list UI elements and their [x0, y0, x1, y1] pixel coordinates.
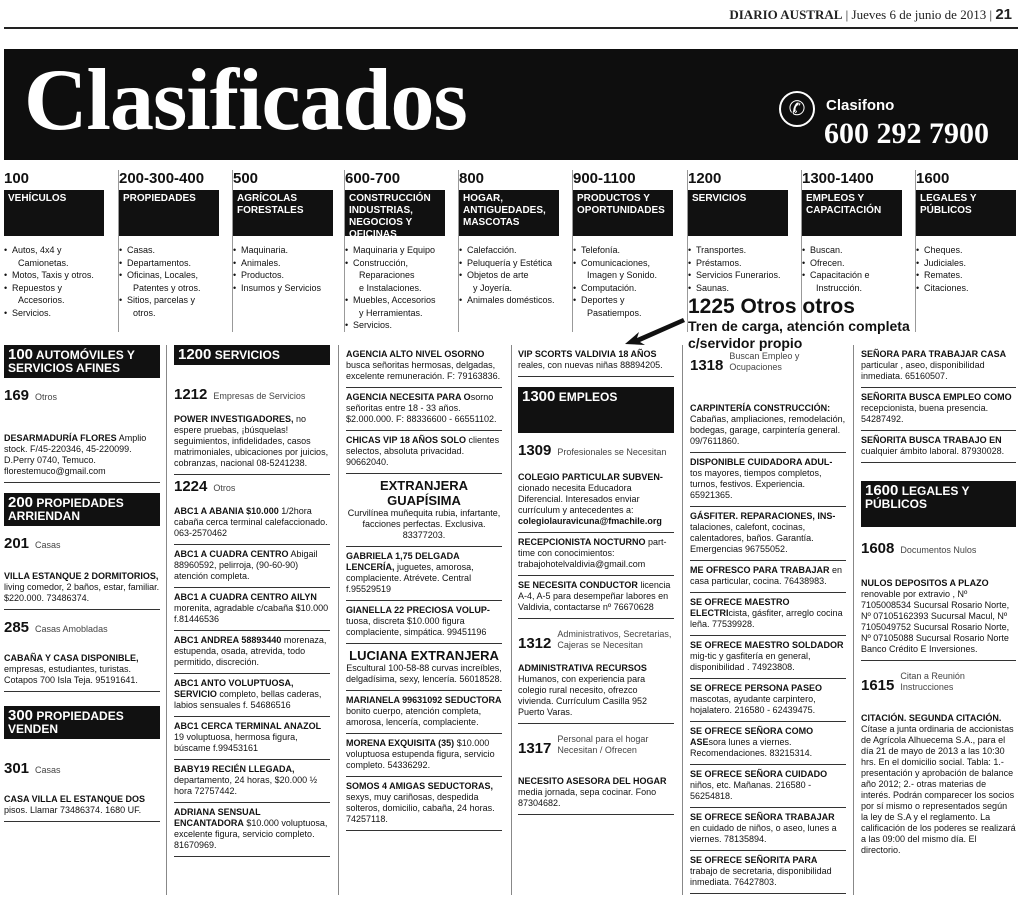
classified-ad: CITACIÓN. SEGUNDA CITACIÓN. Cítase a junta ordinaria de accionistas de Agrícola Alhuecema S.A., para el día 21 de mayo de 2013 a las 10:30 hrs. En el domicilio social. Tabla: 1.- presentación y aprobación de balance año 2012; 2.- otras materias de interés. Podrán comparecer los socios por sí mismo o representados según la ley de S.A y el reglamento. La calificación de los poderes se realizará a las 09:00 del mismo día. El directorio. — [861, 713, 1016, 855]
category-item: • Maquinaria y Equipo — [345, 244, 454, 257]
subsection-header: 1309 Profesionales se Necesitan — [518, 442, 667, 459]
column-rule — [853, 345, 854, 895]
page-number: 21 — [995, 6, 1012, 23]
classified-ad: SE OFRECE SEÑORA COMO ASEsora lunes a viernes. Recomendaciones. 83215314. — [690, 722, 846, 765]
section-header: 300 PROPIEDADES VENDEN — [4, 706, 160, 739]
column-rule — [338, 345, 339, 895]
category-number: 1200 — [688, 170, 722, 187]
column-rule — [511, 345, 512, 895]
banner — [4, 49, 1018, 160]
paper-name: DIARIO AUSTRAL — [729, 7, 843, 22]
category-item: • Deportes y — [573, 294, 682, 307]
category-100 — [4, 170, 114, 332]
classified-ad: ADMINISTRATIVA RECURSOS Humanos, con experiencia para colegio rural necesito, ofrezco vivienda. Currículum Casilla 952 Puerto Varas. — [518, 659, 674, 724]
subsection-header: 1212 Empresas de Servicios — [174, 386, 306, 403]
category-label: SERVICIOS — [688, 190, 788, 236]
category-item: • Autos, 4x4 y — [4, 244, 114, 257]
classified-ad: EXTRANJERA GUAPÍSIMA Curvilínea muñequita rubia, infartante, facciones perfectas. Exclusiva. 83377203. — [346, 474, 502, 547]
category-item: • Animales. — [233, 257, 342, 270]
classified-ad: CASA VILLA EL ESTANQUE DOS pisos. Llamar 73486374. 1680 UF. — [4, 790, 160, 822]
classified-ad: SE OFRECE SEÑORA CUIDADO niños, etc. Mañanas. 216580 - 56254818. — [690, 765, 846, 808]
subsection-header: 1317 Personal para el hogar Necesitan / Ofrecen — [518, 734, 649, 757]
section-header: 1200 SERVICIOS — [174, 345, 330, 365]
category-item: • Departamentos. — [119, 257, 228, 270]
phone-icon: ✆ — [779, 91, 815, 127]
classified-ad: SE NECESITA CONDUCTOR licencia A-4, A-5 para desempeñar labores en Valdivia, contactarse nº 76670628 — [518, 576, 674, 619]
column-5 — [690, 345, 846, 895]
category-item: • Motos, Taxis y otros. — [4, 269, 114, 282]
category-900-1100 — [572, 170, 682, 332]
category-items — [345, 244, 454, 332]
category-item: Reparaciones — [359, 270, 415, 280]
category-item: • Capacitación e — [802, 269, 911, 282]
classified-ad: SE OFRECE SEÑORA TRABAJAR en cuidado de niños, o aseo, lunes a viernes. 78135894. — [690, 808, 846, 851]
category-item: • Transportes. — [688, 244, 797, 257]
category-label: HOGAR, ANTIGUEDADES, MASCOTAS — [459, 190, 559, 236]
category-item: • Computación. — [573, 282, 682, 295]
section-header: 100 AUTOMÓVILES Y SERVICIOS AFINES — [4, 345, 160, 378]
category-item: • Muebles, Accesorios — [345, 294, 454, 307]
category-item: • Cheques. — [916, 244, 1020, 257]
category-item: • Oficinas, Locales, — [119, 269, 228, 282]
section-header: 200 PROPIEDADES ARRIENDAN — [4, 493, 160, 526]
category-item: otros. — [133, 307, 156, 318]
category-item: • Maquinaria. — [233, 244, 342, 257]
category-item: • Repuestos y — [4, 282, 114, 295]
classified-ad: AGENCIA NECESITA PARA Osorno señoritas entre 18 - 33 años. $2.000.000. F: 88336600 - 66551102. — [346, 388, 502, 431]
category-item: • Judiciales. — [916, 257, 1020, 270]
classified-ad: NECESITO ASESORA DEL HOGAR media jornada, sepa cocinar. Fono 87304682. — [518, 772, 674, 815]
classified-ad: SE OFRECE MAESTRO SOLDADOR mig-tic y gasfitería en general, disponibilidad . 74923808. — [690, 636, 846, 679]
category-500 — [232, 170, 342, 332]
category-200-300-400 — [118, 170, 228, 332]
classified-ad: SE OFRECE PERSONA PASEO mascotas, ayudante carpintero, hojalatero. 216580 - 62439475. — [690, 679, 846, 722]
category-number: 800 — [459, 170, 485, 187]
category-number: 1600 — [916, 170, 950, 187]
category-items — [688, 244, 797, 294]
column-1 — [4, 345, 160, 895]
category-item: • Telefonía. — [573, 244, 682, 257]
category-item: • Citaciones. — [916, 282, 1020, 295]
classified-ad: VIP SCORTS VALDIVIA 18 AÑOS reales, con nuevas niñas 88894205. — [518, 345, 674, 377]
category-item: Patentes y otros. — [133, 282, 201, 293]
subsection-header: 1318 Buscan Empleo y Ocupaciones — [690, 351, 800, 374]
subsection-header: 169 Otros — [4, 387, 58, 404]
classified-ad: MORENA EXQUISITA (35) $10.000 voluptuosa estupenda figura, servicio completo. 54336292. — [346, 734, 502, 777]
top-rule — [4, 27, 1018, 29]
category-item: • Animales domésticos. — [459, 294, 568, 307]
classified-ad: SEÑORA PARA TRABAJAR CASA particular , aseo, disponibilidad inmediata. 65160507. — [861, 345, 1016, 388]
category-label: AGRÍCOLAS FORESTALES — [233, 190, 333, 236]
subsection-header: 201 Casas — [4, 535, 61, 552]
category-label: PRODUCTOS Y OPORTUNIDADES — [573, 190, 673, 236]
classified-ad: SE OFRECE MAESTRO ELECTRIcista, gásfiter, arreglo cocina leña. 77539928. — [690, 593, 846, 636]
category-item: • Saunas. — [688, 282, 797, 295]
classified-ad: BABY19 RECIÉN LLEGADA, departamento, 24 horas, $20.000 ½ hora 72757442. — [174, 760, 330, 803]
masthead: DIARIO AUSTRAL | Jueves 6 de junio de 2013 | 21 — [729, 6, 1012, 23]
category-items — [119, 244, 228, 319]
category-number: 900-1100 — [573, 170, 636, 187]
section-header: 1600 LEGALES Y PÚBLICOS — [861, 481, 1016, 527]
classified-ad: ABC1 A CUADRA CENTRO AILYN morenita, agradable c/cabaña $10.000 f.81446536 — [174, 588, 330, 631]
classified-ad: GIANELLA 22 PRECIOSA VOLUP-tuosa, discreta $10.000 figura complaciente, simpática. 99451196 — [346, 601, 502, 644]
category-item: • Productos. — [233, 269, 342, 282]
classified-ad: NULOS DEPOSITOS A PLAZO renovable por extravio , Nº 7105008534 Sucursal Rosario Norte, Nº 07105162393 Sucursal Macul, Nº 7105049752 Sucursal Rosario Norte, Nº 07105088 Sucursal Rosario Norte Banco Crédito E Inversiones. — [861, 574, 1016, 661]
category-label: VEHÍCULOS — [4, 190, 104, 236]
classified-ad: POWER INVESTIGADORES, no espere pruebas, ¡búsquelas! seguimientos, infidelidades, casos matrimoniales, ubicaciones por juicios, cobranzas, nacional 08-5241238. — [174, 410, 330, 475]
category-1600 — [915, 170, 1020, 332]
category-item: • Insumos y Servicios — [233, 282, 342, 295]
category-item: Imagen y Sonido. — [587, 270, 658, 280]
classified-ad: AGENCIA ALTO NIVEL OSORNO busca señoritas hermosas, delgadas, excelente remuneración. F: 79163836. — [346, 345, 502, 388]
clasifono-label: Clasifono — [826, 97, 895, 114]
category-item: • Préstamos. — [688, 257, 797, 270]
column-4 — [518, 345, 674, 895]
annotation-arrow — [625, 312, 685, 346]
category-item: • Servicios. — [4, 307, 114, 320]
classified-ad: SOMOS 4 AMIGAS SEDUCTORAS, sexys, muy cariñosas, despedida solteros, domicilio, cabaña, 24 horas. 74257118. — [346, 777, 502, 831]
classified-ad: DESARMADURÍA FLORES Amplio stock. F/45-220346, 45-220099. D.Perry 0740, Temuco. florestemuco@gmail.com — [4, 429, 160, 483]
category-item: e Instalaciones. — [359, 282, 422, 293]
category-items — [459, 244, 568, 307]
category-item: • Remates. — [916, 269, 1020, 282]
section-title: Clasificados — [24, 52, 467, 149]
category-item: y Herramientas. — [359, 307, 423, 318]
subsection-header: 285 Casas Amobladas — [4, 619, 108, 636]
classified-ad: ME OFRESCO PARA TRABAJAR en casa particular, cocina. 76438983. — [690, 561, 846, 593]
category-number: 100 — [4, 170, 30, 187]
category-items — [4, 244, 114, 319]
classified-ad: COLEGIO PARTICULAR SUBVEN- cionado necesita Educadora Diferencial. Interesados enviar currículum y antecedentes a: colegiolauravicuna@fmachile.org — [518, 468, 674, 533]
classified-ad: RECEPCIONISTA NOCTURNO part-time con conocimientos: trabajohotelvaldivia@gmail.com — [518, 533, 674, 576]
subsection-header: 1224 Otros — [174, 478, 236, 495]
classified-ad: CARPINTERÍA CONSTRUCCIÓN: Cabañas, ampliaciones, remodelación, bodegas, garage, carpintería general. 09/7611860. — [690, 399, 846, 453]
category-number: 1300-1400 — [802, 170, 874, 187]
column-6 — [861, 345, 1016, 895]
classified-ad: SEÑORITA BUSCA TRABAJO EN cualquier ámbito laboral. 87930028. — [861, 431, 1016, 463]
category-items — [573, 244, 682, 319]
annotation — [688, 296, 910, 352]
classified-ad: ABC1 ANTO VOLUPTUOSA, SERVICIO completo, bellas caderas, labios sensuales f. 54686516 — [174, 674, 330, 717]
category-item: • Ofrecen. — [802, 257, 911, 270]
column-2 — [174, 345, 330, 895]
classified-ad: SEÑORITA BUSCA EMPLEO COMO recepcionista, buena presencia. 54287492. — [861, 388, 1016, 431]
column-rule — [166, 345, 167, 895]
category-number: 600-700 — [345, 170, 401, 187]
category-label: PROPIEDADES — [119, 190, 219, 236]
category-item: • Comunicaciones, — [573, 257, 682, 270]
category-number: 500 — [233, 170, 259, 187]
category-items — [916, 244, 1020, 294]
classified-ad: VILLA ESTANQUE 2 DORMITORIOS, living comedor, 2 baños, estar, familiar. $220.000. 73486374. — [4, 567, 160, 610]
category-item: • Calefacción. — [459, 244, 568, 257]
annotation-line2: c/servidor propio — [688, 335, 803, 351]
classified-ad: GÁSFITER. REPARACIONES, INS- talaciones, calefont, cocinas, calentadores, baños. Garantía. Emergencias 96755052. — [690, 507, 846, 561]
subsection-header: 1608 Documentos Nulos — [861, 540, 977, 557]
category-label: LEGALES Y PÚBLICOS — [916, 190, 1016, 236]
section-header: 1300 EMPLEOS — [518, 387, 674, 433]
category-item: • Servicios Funerarios. — [688, 269, 797, 282]
classified-ad: CHICAS VIP 18 AÑOS SOLO clientes selectos, absoluta privacidad. 90662040. — [346, 431, 502, 474]
category-items — [802, 244, 911, 294]
category-600-700 — [344, 170, 454, 332]
classified-ad: CABAÑA Y CASA DISPONIBLE, empresas, estudiantes, turistas. Cotapos 700 Isla Teja. 95191641. — [4, 649, 160, 692]
category-label: CONSTRUCCIÓN INDUSTRIAS, NEGOCIOS Y OFICINAS — [345, 190, 445, 236]
category-800 — [458, 170, 568, 332]
classified-ad: ABC1 A ABANIA $10.000 1/2hora cabaña cerca terminal calefaccionado. 063-2570462 — [174, 502, 330, 545]
category-number: 200-300-400 — [119, 170, 205, 187]
category-item: • Peluquería y Estética — [459, 257, 568, 270]
column-3 — [346, 345, 502, 895]
category-item: Camionetas. — [18, 257, 69, 268]
category-label: EMPLEOS Y CAPACITACIÓN — [802, 190, 902, 236]
classified-ad: GABRIELA 1,75 DELGADA LENCERÍA, juguetes, amorosa, complaciente. Atrévete. Central f.95529519 — [346, 547, 502, 601]
category-item: • Sitios, parcelas y — [119, 294, 228, 307]
category-item: Instrucción. — [816, 282, 863, 293]
category-item: • Construcción, — [345, 257, 454, 270]
column-rule — [682, 345, 683, 895]
classified-ad: ABC1 CERCA TERMINAL ANAZOL 19 voluptuosa, hermosa figura, búscame f.99453161 — [174, 717, 330, 760]
category-item: y Joyería. — [473, 282, 513, 293]
classified-ad: ADRIANA SENSUAL ENCANTADORA $10.000 voluptuosa, excelente figura, servicio completo. 81670969. — [174, 803, 330, 857]
classified-ad: LUCIANA EXTRANJERA Escultural 100-58-88 curvas increíbles, delgadísima, sexy, lencería. 56018528. — [346, 644, 502, 691]
issue-date: Jueves 6 de junio de 2013 — [851, 7, 987, 22]
clasifono-number: 600 292 7900 — [824, 117, 989, 150]
category-item: • Buscan. — [802, 244, 911, 257]
classified-ad: ABC1 ANDREA 58893440 morenaza, estupenda, osada, atrevida, todo permitido, discreción. — [174, 631, 330, 674]
annotation-title: 1225 Otros otros — [688, 295, 855, 318]
subsection-header: 301 Casas — [4, 760, 61, 777]
classified-ad: SE OFRECE SEÑORITA PARA trabajo de secretaria, disponibilidad inmediata. 76427803. — [690, 851, 846, 894]
classified-ad: DISPONIBLE CUIDADORA ADUL- tos mayores, tiempos completos, turnos, festivos. Experiencia. 65921365. — [690, 453, 846, 507]
classified-ad: MARIANELA 99631092 SEDUCTORA bonito cuerpo, atención completa, amorosa, lencería, complaciente. — [346, 691, 502, 734]
subsection-header: 1615 Citan a Reunión Instrucciones — [861, 671, 965, 694]
category-item: • Casas. — [119, 244, 228, 257]
category-item: Pasatiempos. — [587, 307, 642, 318]
category-items — [233, 244, 342, 294]
category-item: Accesorios. — [18, 295, 65, 305]
subsection-header: 1312 Administrativos, Secretarias, Cajeras se Necesitan — [518, 629, 672, 652]
category-item: • Servicios. — [345, 319, 454, 332]
classified-ad: ABC1 A CUADRA CENTRO Abigail 88960592, pelirroja, (90-60-90) atención completa. — [174, 545, 330, 588]
annotation-line1: Tren de carga, atención completa — [688, 318, 910, 334]
category-item: • Objetos de arte — [459, 269, 568, 282]
